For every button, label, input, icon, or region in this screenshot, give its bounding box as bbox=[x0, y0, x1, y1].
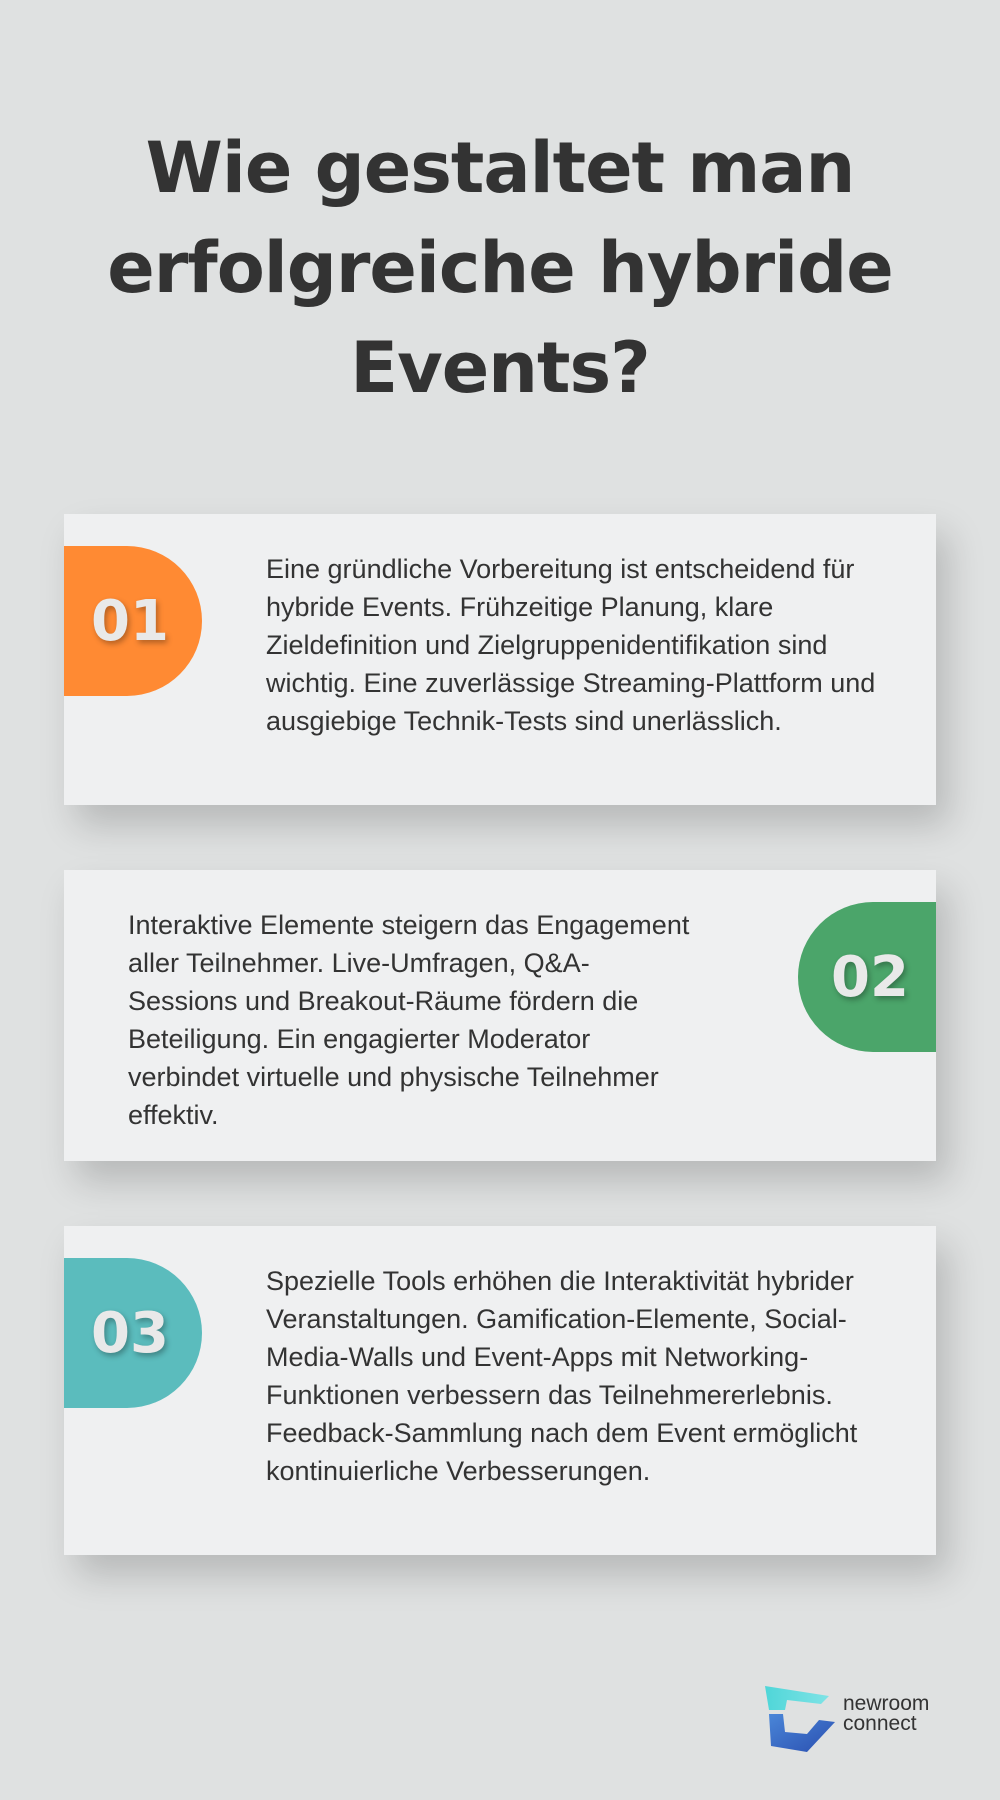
brand-name-line-1: newroom bbox=[843, 1692, 930, 1715]
tip-number-badge: 01 bbox=[64, 546, 202, 696]
tip-text: Interaktive Elemente steigern das Engagement aller Teilnehmer. Live-Umfragen, Q&A-Sessions und Breakout-Räume fördern die Beteiligung. Ein engagierter Moderator verbindet virtuelle und physische Teilnehmer effektiv. bbox=[128, 910, 690, 1130]
brand-logo bbox=[763, 1684, 943, 1756]
brand-logo-text bbox=[843, 1694, 929, 1734]
tip-text: Eine gründliche Vorbereitung ist entscheidend für hybride Events. Frühzeitige Planung, klare Zieldefinition und Zielgruppenidentifikation sind wichtig. Eine zuverlässige Streaming-Plattform und ausgiebige Technik-Tests sind unerlässlich. bbox=[266, 554, 876, 736]
page-title: Wie gestaltet man erfolgreiche hybride Events? bbox=[107, 127, 893, 409]
tip-text: Spezielle Tools erhöhen die Interaktivität hybrider Veranstaltungen. Gamification-Elemente, Social-Media-Walls und Event-Apps mit Networking-Funktionen verbessern das Teilnehmererlebnis. Feedback-Sammlung nach dem Event ermöglicht kontinuierliche Verbesserungen. bbox=[266, 1266, 858, 1486]
brand-name-line-2: connect bbox=[843, 1712, 917, 1735]
tip-card-1 bbox=[64, 514, 936, 805]
tip-card-2 bbox=[64, 870, 936, 1161]
tip-card-3 bbox=[64, 1226, 936, 1555]
newroom-connect-logo-icon bbox=[763, 1684, 845, 1756]
tip-number-badge: 02 bbox=[798, 902, 936, 1052]
tip-number-badge: 03 bbox=[64, 1258, 202, 1408]
